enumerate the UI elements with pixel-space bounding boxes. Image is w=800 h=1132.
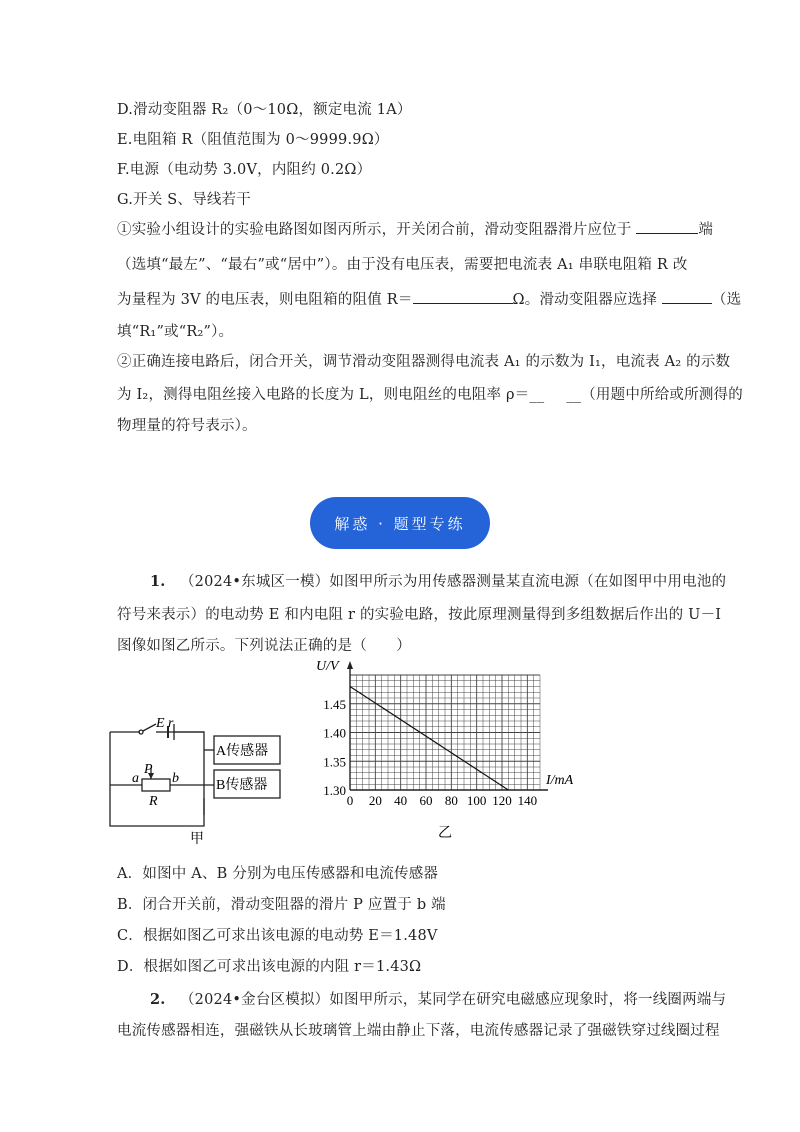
p2-line-2: 电流传感器相连，强磁铁从长玻璃管上端由静止下落，电流传感器记录了强磁铁穿过线圈过程 — [117, 1023, 720, 1039]
ui-graph — [300, 655, 600, 845]
q1-text-1b: 端 — [698, 222, 714, 238]
q1-text-3c: （选 — [711, 292, 742, 308]
q1-line-3 — [117, 288, 741, 309]
label-rheostat-r: R — [149, 794, 158, 809]
section-banner: 解惑 · 题型专练 — [310, 497, 490, 549]
equipment-e: E.电阻箱 R（阻值范围为 0～9999.9Ω） — [117, 132, 389, 148]
x-tick-label: 60 — [419, 793, 433, 808]
p1-number: 1. — [150, 573, 166, 590]
x-axis-label: I/mA — [546, 773, 574, 788]
p1-text-1: （2024•东城区一模）如图甲所示为用传感器测量某直流电源（在如图甲中用电池的 — [179, 574, 727, 590]
label-a: a — [132, 771, 139, 786]
x-tick-label: 140 — [517, 793, 538, 808]
y-tick-label: 1.45 — [323, 696, 346, 712]
p1-line-3: 图像如图乙所示。下列说法正确的是（ ） — [117, 638, 411, 654]
q1-line-4: 填“R₁”或“R₂”）。 — [117, 324, 234, 340]
circuit-caption: 甲 — [190, 832, 204, 847]
option-d: D．根据如图乙可求出该电源的内阻 r＝1.43Ω — [117, 959, 422, 975]
x-tick-label: 40 — [394, 793, 408, 808]
answer-blank-resistance[interactable] — [413, 291, 513, 304]
p2-text-1: （2024•金台区模拟）如图甲所示，某同学在研究电磁感应现象时，将一线圈两端与 — [179, 992, 727, 1008]
equipment-f: F.电源（电动势 3.0V，内阻约 0.2Ω） — [117, 162, 372, 178]
option-b: B．闭合开关前，滑动变阻器的滑片 P 应置于 b 端 — [117, 897, 446, 913]
x-tick-label: 0 — [346, 793, 354, 808]
option-a: A．如图中 A、B 分别为电压传感器和电流传感器 — [117, 866, 439, 882]
y-axis-arrow — [347, 661, 353, 669]
label-slider-p: P — [144, 762, 153, 777]
p2-line-1 — [150, 988, 726, 1009]
sensor-b-label: B传感器 — [216, 778, 268, 793]
y-tick-label: 1.30 — [323, 783, 346, 798]
x-tick-label: 80 — [444, 793, 458, 808]
sensor-a-label: A传感器 — [216, 744, 269, 759]
equipment-g: G.开关 S、导线若干 — [117, 192, 251, 208]
q1-text-3b: Ω。滑动变阻器应选择 — [512, 292, 662, 308]
p1-line-2: 符号来表示）的电动势 E 和内电阻 r 的实验电路，按此原理测量得到多组数据后作出的 U－I — [117, 607, 722, 623]
circuit-diagram — [104, 710, 288, 850]
equipment-d: D.滑动变阻器 R₂（0～10Ω，额定电流 1A） — [117, 102, 412, 118]
option-c: C．根据如图乙可求出该电源的电动势 E＝1.48V — [117, 928, 438, 944]
answer-blank-end[interactable] — [636, 221, 698, 234]
chart-caption: 乙 — [438, 826, 452, 841]
q2-text-2a: 为 I₂，测得电阻丝接入电路的长度为 L，则电阻丝的电阻率 ρ＝__ — [117, 387, 545, 403]
q2-line-2 — [117, 383, 743, 404]
x-tick-label: 100 — [466, 793, 487, 808]
answer-blank-rheostat[interactable] — [662, 291, 712, 304]
p2-number: 2. — [150, 991, 166, 1008]
y-axis-label: U/V — [316, 659, 339, 674]
q2-line-3: 物理量的符号表示）。 — [117, 418, 257, 434]
q1-text-3a: 为量程为 3V 的电压表，则电阻箱的阻值 R＝ — [117, 292, 413, 308]
q2-line-1: ②正确连接电路后，闭合开关，调节滑动变阻器测得电流表 A₁ 的示数为 I₁，电流表 A₂ 的示数 — [117, 354, 731, 370]
label-b: b — [172, 771, 179, 786]
q2-text-2b: __（用题中所给或所测得的 — [566, 387, 743, 403]
y-tick-label: 1.40 — [323, 725, 346, 741]
q1-line-2: （选填“最左”、“最右”或“居中”）。由于没有电压表，需要把电流表 A₁ 串联电阻箱 R 改 — [117, 257, 688, 273]
y-tick-label: 1.35 — [323, 754, 346, 770]
q1-text-1a: ①实验小组设计的实验电路图如图丙所示，开关闭合前，滑动变阻器滑片应位于 — [117, 222, 637, 238]
label-internal-r: r — [168, 716, 174, 731]
x-tick-label: 20 — [368, 793, 382, 808]
p1-line-1 — [150, 570, 726, 591]
label-emf: E — [156, 716, 165, 731]
q1-line-1 — [117, 218, 713, 239]
x-tick-label: 120 — [492, 793, 512, 808]
